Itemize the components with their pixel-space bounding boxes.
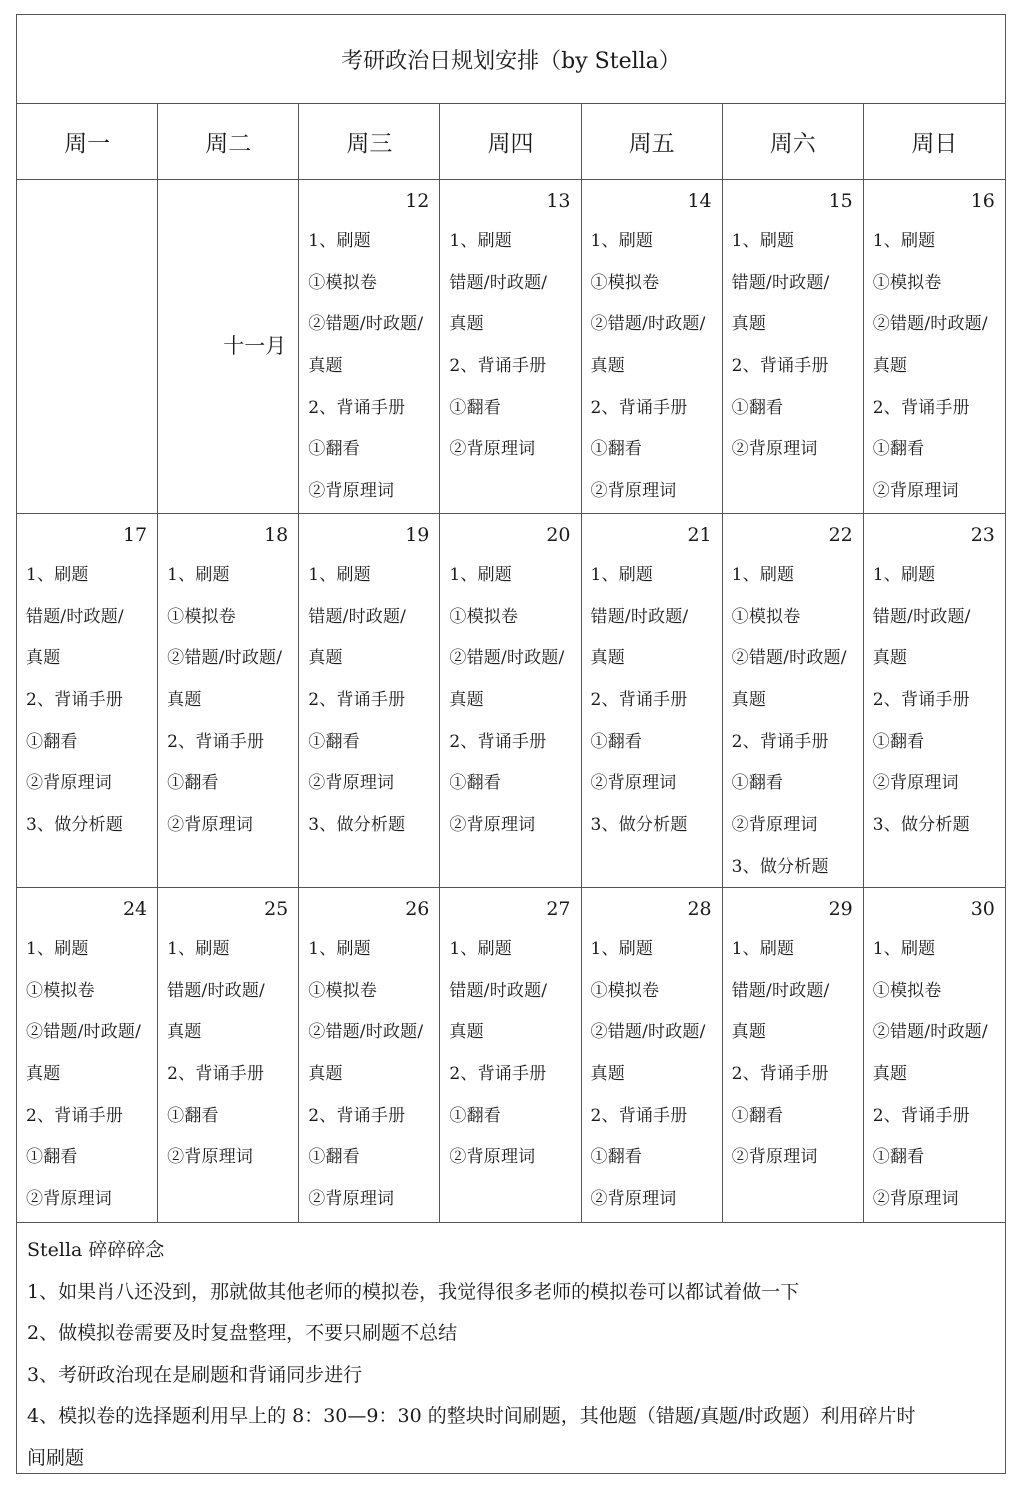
task-line: 错题/时政题/ [449, 980, 548, 1001]
day-number: 25 [264, 898, 289, 920]
task-line: ②背原理词 [449, 815, 536, 836]
task-line: ②背原理词 [731, 815, 818, 836]
weekday-header: 周二 [158, 104, 299, 179]
task-line: ②背原理词 [167, 815, 254, 836]
task-line: 真题 [590, 1064, 625, 1085]
task-line: 1、刷题 [731, 565, 795, 585]
task-line: 1、刷题 [731, 939, 795, 959]
day-cell [158, 514, 299, 887]
day-number: 20 [546, 524, 571, 546]
day-cell [723, 888, 864, 1222]
task-line: 错题/时政题/ [167, 980, 265, 1001]
day-number: 30 [970, 898, 995, 920]
day-number: 17 [122, 524, 148, 546]
task-line: 2、背诵手册 [449, 1064, 547, 1085]
task-line: ①模拟卷 [872, 980, 942, 1001]
task-line: 1、刷题 [590, 939, 654, 959]
task-line: ①模拟卷 [449, 606, 519, 627]
task-line: 2、背诵手册 [590, 397, 688, 418]
task-line: ②背原理词 [308, 773, 395, 794]
weekday-header-row [17, 104, 1005, 180]
task-list [723, 555, 863, 889]
day-cell [158, 888, 299, 1222]
task-line: ①翻看 [308, 1147, 360, 1168]
notes-section [17, 1222, 1005, 1479]
task-line: 2、背诵手册 [731, 731, 829, 752]
day-number: 26 [405, 898, 430, 920]
task-line: 1、刷题 [590, 231, 654, 251]
task-line: 1、刷题 [308, 939, 371, 959]
task-line: 1、刷题 [308, 231, 371, 251]
task-line: ①翻看 [26, 1147, 78, 1168]
task-line: ②错题/时政题/ [590, 1022, 706, 1043]
note-item: 2、做模拟卷需要及时复盘整理，不要只刷题不总结 [27, 1322, 458, 1344]
task-line: ①翻看 [308, 731, 360, 752]
task-line: 3、做分析题 [26, 815, 124, 836]
task-line: 2、背诵手册 [308, 1105, 406, 1126]
day-number: 24 [122, 898, 148, 920]
empty-day-cell [17, 180, 158, 513]
day-number: 28 [687, 898, 712, 920]
task-line: ②错题/时政题/ [167, 648, 283, 669]
day-cell [864, 514, 1005, 887]
day-number: 18 [264, 524, 289, 546]
task-line: 3、做分析题 [590, 815, 688, 836]
week-row [17, 888, 1005, 1223]
task-line: ①翻看 [167, 773, 219, 794]
notes-heading: Stella 碎碎碎念 [27, 1239, 165, 1261]
task-line: ①模拟卷 [872, 272, 942, 293]
calendar-grid [17, 104, 1005, 1223]
task-list [440, 221, 580, 471]
day-number: 29 [828, 898, 853, 920]
task-line: 错题/时政题/ [731, 272, 830, 293]
task-line: 错题/时政题/ [26, 606, 124, 627]
task-list [864, 555, 1005, 847]
task-line: ①翻看 [872, 439, 925, 460]
week-row [17, 514, 1005, 888]
task-line: 错题/时政题/ [731, 980, 830, 1001]
task-line: ②背原理词 [590, 773, 677, 794]
task-line: 错题/时政题/ [449, 272, 548, 293]
task-line: 真题 [167, 1022, 202, 1043]
task-line: 1、刷题 [731, 231, 795, 251]
task-line: ②错题/时政题/ [590, 314, 706, 335]
task-list [17, 555, 157, 847]
task-line: 错题/时政题/ [872, 606, 971, 627]
task-list [723, 929, 863, 1179]
day-number: 23 [970, 524, 995, 546]
day-cell [723, 180, 864, 513]
task-line: 真题 [26, 1064, 61, 1085]
task-line: 真题 [731, 690, 767, 711]
task-line: ①翻看 [731, 1105, 784, 1126]
task-line: 1、刷题 [449, 565, 512, 585]
task-line: 真题 [167, 690, 202, 711]
task-list [299, 555, 439, 847]
task-line: 1、刷题 [872, 565, 936, 585]
task-line: ②背原理词 [872, 481, 959, 502]
task-line: 真题 [308, 648, 343, 669]
task-line: 1、刷题 [26, 565, 89, 585]
task-line: ②背原理词 [872, 1189, 959, 1210]
task-line: 1、刷题 [872, 231, 936, 251]
weekday-header: 周四 [440, 104, 581, 179]
task-line: 1、刷题 [308, 565, 371, 585]
task-line: ②错题/时政题/ [308, 1022, 424, 1043]
day-cell [299, 888, 440, 1222]
task-line: 2、背诵手册 [731, 1064, 829, 1085]
task-line: ①翻看 [26, 731, 78, 752]
task-line: ①模拟卷 [731, 606, 801, 627]
task-line: 错题/时政题/ [308, 606, 407, 627]
task-line: 2、背诵手册 [449, 356, 547, 377]
task-line: 1、刷题 [449, 231, 512, 251]
task-line: ①翻看 [308, 439, 360, 460]
task-line: ②背原理词 [449, 439, 536, 460]
day-number: 12 [405, 190, 430, 212]
task-list [440, 929, 580, 1179]
task-line: ②错题/时政题/ [26, 1022, 142, 1043]
task-line: 2、背诵手册 [308, 690, 406, 711]
day-cell [582, 888, 723, 1222]
task-line: 错题/时政题/ [590, 606, 689, 627]
task-line: ①模拟卷 [308, 272, 378, 293]
task-line: ①模拟卷 [167, 606, 236, 627]
task-list [299, 221, 439, 513]
task-list [158, 929, 298, 1179]
empty-day-cell [158, 180, 299, 513]
task-line: ①翻看 [872, 1147, 925, 1168]
task-line: ①翻看 [449, 397, 501, 418]
task-line: 真题 [731, 314, 767, 335]
task-line: 1、刷题 [26, 939, 89, 959]
task-line: ②背原理词 [308, 481, 395, 502]
task-line: ②背原理词 [731, 1147, 818, 1168]
task-line: ①模拟卷 [26, 980, 95, 1001]
task-line: ①翻看 [872, 731, 925, 752]
task-line: ①翻看 [731, 397, 784, 418]
task-line: ②错题/时政题/ [872, 314, 988, 335]
day-cell [864, 180, 1005, 513]
task-line: 2、背诵手册 [26, 1105, 124, 1126]
note-item: 间刷题 [27, 1446, 85, 1469]
task-line: ②背原理词 [167, 1147, 254, 1168]
page-title: 考研政治日规划安排（by Stella） [17, 15, 1005, 104]
weekday-header: 周五 [582, 104, 723, 179]
task-line: ①翻看 [449, 1105, 501, 1126]
task-line: ①翻看 [167, 1105, 219, 1126]
task-list [440, 555, 580, 847]
day-number: 27 [546, 898, 571, 920]
weekday-header: 周六 [723, 104, 864, 179]
note-item: 3、考研政治现在是刷题和背诵同步进行 [27, 1363, 363, 1386]
task-line: ①翻看 [449, 773, 501, 794]
day-cell [440, 514, 581, 887]
task-line: 1、刷题 [167, 565, 230, 585]
day-cell [299, 514, 440, 887]
day-cell [723, 514, 864, 887]
task-line: 1、刷题 [449, 939, 512, 959]
week-row [17, 180, 1005, 514]
task-line: ①翻看 [731, 773, 784, 794]
day-number: 21 [687, 524, 712, 546]
task-line: ①翻看 [590, 731, 643, 752]
task-line: ①模拟卷 [590, 272, 660, 293]
task-line: ②背原理词 [731, 439, 818, 460]
task-line: 真题 [308, 356, 343, 377]
task-line: 2、背诵手册 [590, 1105, 688, 1126]
task-list [864, 929, 1005, 1221]
task-line: 真题 [449, 1022, 484, 1043]
day-cell [864, 888, 1005, 1222]
schedule-sheet [16, 14, 1006, 1474]
task-line: ②错题/时政题/ [872, 1022, 988, 1043]
month-label: 十一月 [223, 334, 287, 358]
task-line: ①翻看 [590, 1147, 643, 1168]
day-cell [440, 888, 581, 1222]
weekday-header: 周三 [299, 104, 440, 179]
task-line: 2、背诵手册 [167, 1064, 265, 1085]
task-list [582, 555, 722, 847]
task-line: 1、刷题 [167, 939, 230, 959]
task-list [299, 929, 439, 1221]
task-line: ②错题/时政题/ [731, 648, 847, 669]
note-item: 4、模拟卷的选择题利用早上的 8：30—9：30 的整块时间刷题，其他题（错题/真题/时政题）利用碎片时 [27, 1405, 916, 1427]
task-list [158, 555, 298, 847]
day-number: 13 [546, 190, 571, 212]
task-line: ②背原理词 [449, 1147, 536, 1168]
task-line: 2、背诵手册 [26, 690, 124, 711]
task-line: 2、背诵手册 [731, 356, 829, 377]
task-line: 真题 [872, 356, 908, 377]
task-line: ②背原理词 [590, 481, 677, 502]
task-line: 2、背诵手册 [449, 731, 547, 752]
task-line: 1、刷题 [872, 939, 936, 959]
task-line: 3、做分析题 [872, 815, 970, 836]
task-line: ②背原理词 [26, 1189, 112, 1210]
task-line: 真题 [449, 690, 484, 711]
day-cell [440, 180, 581, 513]
task-list [17, 929, 157, 1221]
task-line: ②背原理词 [590, 1189, 677, 1210]
task-list [864, 221, 1005, 513]
task-line: ①翻看 [590, 439, 643, 460]
day-number: 14 [687, 190, 712, 212]
task-line: 真题 [590, 648, 625, 669]
task-line: 真题 [308, 1064, 343, 1085]
day-cell [582, 180, 723, 513]
day-number: 16 [970, 190, 995, 212]
task-line: ②背原理词 [872, 773, 959, 794]
task-list [723, 221, 863, 471]
task-line: 真题 [731, 1022, 767, 1043]
task-line: 2、背诵手册 [167, 731, 265, 752]
day-cell [17, 888, 158, 1222]
task-line: ②背原理词 [308, 1189, 395, 1210]
day-cell [582, 514, 723, 887]
day-cell [17, 514, 158, 887]
task-line: ②背原理词 [26, 773, 112, 794]
note-item: 1、如果肖八还没到，那就做其他老师的模拟卷，我觉得很多老师的模拟卷可以都试着做一下 [27, 1280, 800, 1303]
task-line: ①模拟卷 [590, 980, 660, 1001]
task-line: 2、背诵手册 [590, 690, 688, 711]
day-number: 22 [828, 524, 853, 546]
task-line: 真题 [26, 648, 61, 669]
task-line: 真题 [590, 356, 625, 377]
task-line: 2、背诵手册 [308, 397, 406, 418]
task-line: 3、做分析题 [731, 856, 829, 877]
task-line: 1、刷题 [590, 565, 654, 585]
task-line: 2、背诵手册 [872, 1105, 970, 1126]
task-line: ①模拟卷 [308, 980, 378, 1001]
task-line: 真题 [449, 314, 484, 335]
task-line: 2、背诵手册 [872, 690, 970, 711]
day-number: 15 [828, 190, 853, 212]
task-list [582, 929, 722, 1221]
day-number: 19 [405, 524, 430, 546]
task-line: ②错题/时政题/ [449, 648, 565, 669]
task-list [582, 221, 722, 513]
day-cell [299, 180, 440, 513]
task-line: 真题 [872, 1064, 908, 1085]
task-line: ②错题/时政题/ [308, 314, 424, 335]
weekday-header: 周一 [17, 104, 158, 179]
task-line: 2、背诵手册 [872, 397, 970, 418]
weekday-header: 周日 [911, 131, 958, 157]
task-line: 真题 [872, 648, 908, 669]
task-line: 3、做分析题 [308, 815, 406, 836]
